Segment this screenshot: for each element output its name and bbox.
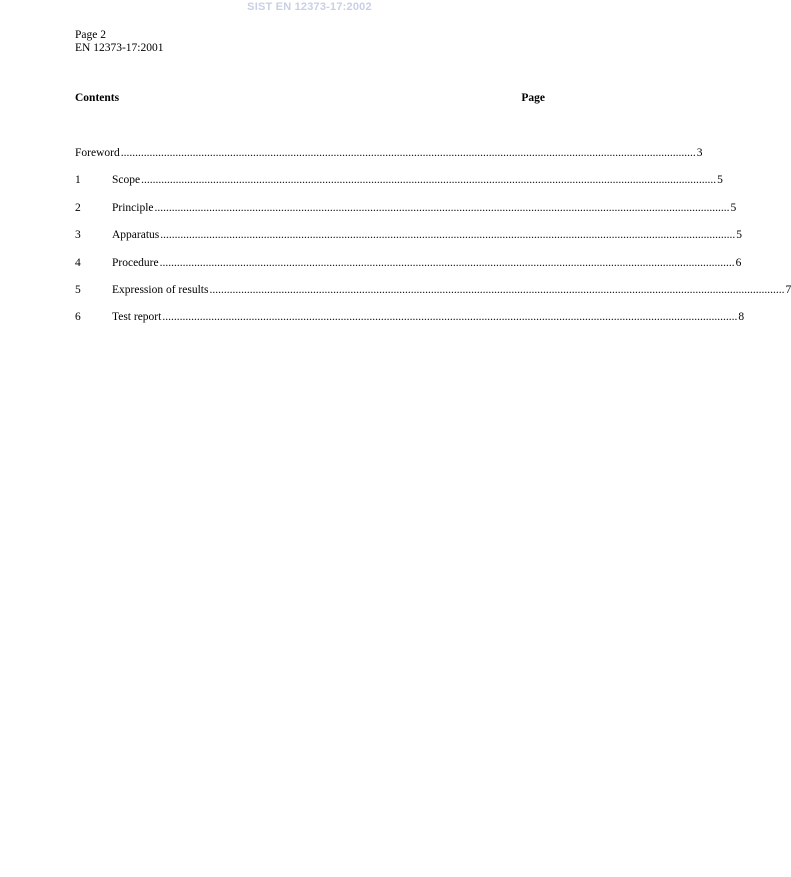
toc-entry-page: 6 <box>735 256 742 269</box>
watermark: SIST EN 12373-17:2002 <box>247 1 372 13</box>
toc-entry-test-report[interactable] <box>75 311 745 324</box>
toc-dot-leader: ........................................................................................................................................................................................................ <box>209 283 785 296</box>
page-column-heading: Page <box>521 92 545 104</box>
toc-entry-foreword[interactable] <box>75 147 703 160</box>
toc-dot-leader: ........................................................................................................................................................................................................ <box>160 229 736 242</box>
toc-entry-page: 3 <box>696 147 703 159</box>
toc-entry-number: 3 <box>75 229 81 242</box>
standard-number: EN 12373-17:2001 <box>75 42 164 54</box>
toc-entry-title: Procedure <box>112 256 159 269</box>
table-of-contents <box>75 147 791 339</box>
toc-entry-title: Expression of results <box>112 283 209 296</box>
toc-entry-title: Foreword <box>75 147 120 159</box>
toc-entry-number: 1 <box>75 174 81 187</box>
toc-entry-page: 5 <box>717 174 723 187</box>
toc-dot-leader: ........................................................................................................................................................................................................ <box>154 201 730 214</box>
page-header <box>75 29 163 55</box>
toc-entry-procedure[interactable] <box>75 256 742 270</box>
toc-dot-leader: ........................................................................................................................................................................................................ <box>120 147 696 159</box>
toc-entry-page: 7 <box>785 283 791 296</box>
toc-entry-scope[interactable] <box>75 174 723 187</box>
toc-entry-expression-of-results[interactable] <box>75 283 791 297</box>
toc-dot-leader: ........................................................................................................................................................................................................ <box>159 256 735 269</box>
page-number-label: Page 2 <box>75 29 106 41</box>
toc-entry-number: 2 <box>75 201 81 214</box>
contents-title: Contents <box>75 92 120 104</box>
toc-dot-leader: ........................................................................................................................................................................................................ <box>162 311 738 324</box>
toc-entry-page: 8 <box>738 311 745 324</box>
toc-entry-number: 5 <box>75 283 81 296</box>
toc-entry-title: Test report <box>112 311 162 324</box>
toc-entry-number: 6 <box>75 311 81 324</box>
toc-entry-title: Apparatus <box>112 229 160 242</box>
toc-entry-title: Scope <box>112 174 141 187</box>
toc-entry-number: 4 <box>75 256 81 269</box>
toc-entry-page: 5 <box>730 201 737 214</box>
toc-entry-apparatus[interactable] <box>75 229 743 242</box>
toc-dot-leader: ........................................................................................................................................................................................................ <box>141 174 717 187</box>
toc-entry-principle[interactable] <box>75 201 737 215</box>
toc-entry-title: Principle <box>112 201 154 214</box>
toc-entry-page: 5 <box>736 229 743 242</box>
